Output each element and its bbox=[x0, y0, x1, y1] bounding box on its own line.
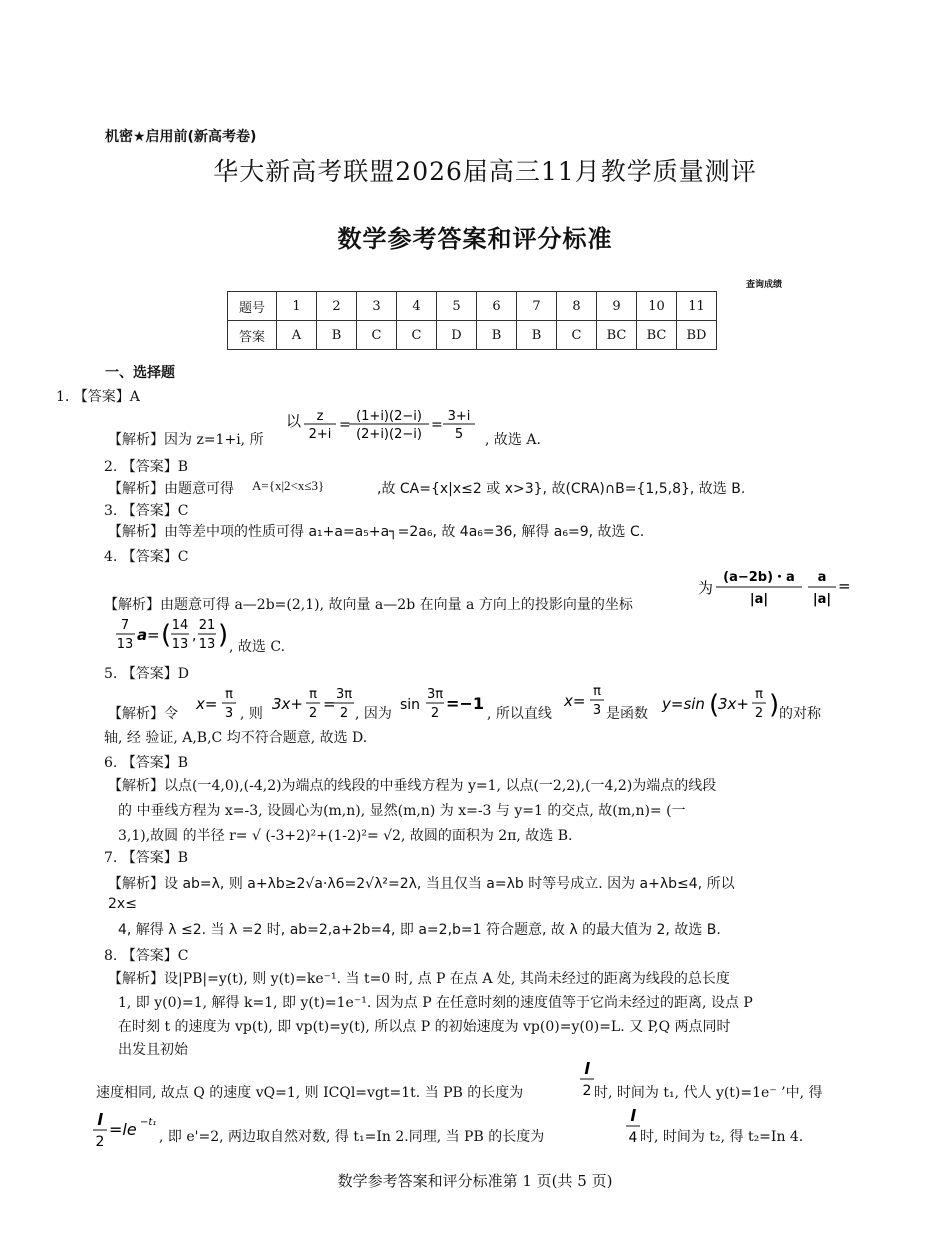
q5-sin-two: 2 bbox=[430, 706, 440, 721]
query-score-link[interactable]: 查询成绩 bbox=[746, 280, 783, 290]
q5-line-formula bbox=[564, 680, 610, 720]
answer-cell: BC bbox=[597, 321, 637, 350]
answer-cell: C bbox=[397, 321, 437, 350]
q5-fn-3x: 3x+ bbox=[718, 695, 749, 713]
q5-text-shi: 是函数 bbox=[606, 706, 648, 722]
q5-three: 3 bbox=[224, 706, 234, 721]
q4-proj-den: |a| bbox=[749, 592, 769, 607]
question-number-cell: 6 bbox=[477, 292, 517, 321]
q5-y-eq-sin: y=sin bbox=[662, 695, 705, 713]
q1-frac3-den: 5 bbox=[454, 427, 464, 442]
q8-frac4-l: l bbox=[630, 1106, 636, 1125]
q4-unit-num: a bbox=[817, 570, 827, 585]
q5-open: ( bbox=[709, 690, 720, 720]
q2-answer: 2. 【答案】B bbox=[104, 459, 189, 475]
q4-comp-sep: , bbox=[192, 628, 197, 644]
q1-answer: 1. 【答案】A bbox=[56, 389, 140, 405]
q1-solution-text: 【解析】因为 z=1+i, 所 bbox=[108, 432, 264, 448]
q7-solution-line: 2x≤ bbox=[108, 896, 137, 912]
q5-sin: sin bbox=[400, 697, 421, 713]
q4-vec-a: a bbox=[137, 626, 148, 644]
q3-solution-text: 【解析】由等差中项的性质可得 a₁+a=a₅+a┐=2a₆, 故 4a₆=36, 解得 a₆=9, 故选 C. bbox=[108, 524, 645, 540]
q5-line-pi: π bbox=[593, 684, 601, 699]
q8-solution-line: 时, 时间为 t₁, 代人 y(t)=1e⁻ ’中, 得 bbox=[594, 1085, 823, 1101]
q5-text-yinwei: , 因为 bbox=[355, 706, 392, 722]
answer-cell: C bbox=[557, 321, 597, 350]
q1-eq-2: = bbox=[431, 417, 443, 433]
q5-x-formula bbox=[196, 683, 242, 723]
q6-solution-line: 的 中垂线方程为 x=-3, 设圆心为(m,n), 显然(m,n) 为 x=-3 与 y=1 的交点, 故(m,n)= (一 bbox=[118, 803, 686, 819]
answer-cell: BC bbox=[637, 321, 677, 350]
q5-line-x-eq: x= bbox=[564, 692, 586, 710]
q1-fraction-formula bbox=[286, 404, 491, 444]
q5-eq: = bbox=[323, 695, 336, 713]
q5-sin-3pi: 3π bbox=[426, 687, 444, 702]
q8-frac-4: 4 bbox=[628, 1130, 638, 1146]
q4-eq: = bbox=[838, 577, 851, 595]
q1-solution-end: , 故选 A. bbox=[485, 432, 541, 448]
q8-eq-exp: −t₁ bbox=[140, 1117, 157, 1128]
q4-vec-open: ( bbox=[161, 620, 172, 650]
question-number-cell: 2 bbox=[317, 292, 357, 321]
q4-answer: 4. 【答案】C bbox=[104, 549, 189, 565]
q8-solution-line: 1, 即 y(0)=1, 解得 k=1, 即 y(t)=1e⁻¹. 因为点 P 在任意时刻的速度值等于它尚未经过的距离, 设点 P bbox=[118, 995, 753, 1011]
q7-solution-line: 4, 解得 λ ≤2. 当 λ =2 时, ab=2,a+2b=4, 即 a=2,b=1 符合题意, 故 λ 的最大值为 2, 故选 B. bbox=[118, 922, 721, 938]
question-number-cell: 7 bbox=[517, 292, 557, 321]
question-number-cell: 4 bbox=[397, 292, 437, 321]
q5-text-ling: 【解析】令 bbox=[108, 706, 178, 722]
answer-cell: B bbox=[317, 321, 357, 350]
question-number-cell: 8 bbox=[557, 292, 597, 321]
q5-two-2: 2 bbox=[339, 706, 349, 721]
q8-solution-line: 出发且初始 bbox=[118, 1042, 188, 1058]
q5-two: 2 bbox=[308, 706, 318, 721]
answer-cell: D bbox=[437, 321, 477, 350]
q7-solution-line: 【解析】设 ab=λ, 则 a+λb≥2√a·λ6=2√λ²=2λ, 当且仅当 a=λb 时等号成立. 因为 a+λb≤4, 所以 bbox=[108, 876, 735, 892]
answer-cell: A bbox=[277, 321, 317, 350]
q5-text-de: 的对称 bbox=[779, 706, 821, 722]
q5-eq-minus1: =−1 bbox=[446, 694, 484, 713]
q6-solution-line: 【解析】以点(一4,0),(-4,2)为端点的线段的中垂线方程为 y=1, 以点(一2,2),(一4,2)为端点的线段 bbox=[108, 778, 717, 794]
q5-x-eq: x= bbox=[196, 695, 218, 713]
q1-math-prefix: 以 bbox=[286, 412, 302, 430]
section-title: 一、选择题 bbox=[105, 365, 175, 381]
q4-unit-den: |a| bbox=[812, 592, 832, 607]
q4-projection-formula bbox=[698, 565, 850, 611]
question-number-cell: 1 bbox=[277, 292, 317, 321]
question-number-cell: 5 bbox=[437, 292, 477, 321]
q8-solution-line: 在时刻 t 的速度为 vp(t), 即 vp(t)=y(t), 所以点 P 的初始速度为 vp(0)=y(0)=L. 又 P,Q 两点同时 bbox=[118, 1019, 731, 1035]
q4-comp2-den: 13 bbox=[198, 637, 216, 652]
question-number-cell: 9 bbox=[597, 292, 637, 321]
q5-solution-end: 轴, 经 验证, A,B,C 均不符合题意, 故选 D. bbox=[104, 730, 368, 746]
q5-sin-formula bbox=[400, 683, 492, 723]
document-subtitle: 数学参考答案和评分标准 bbox=[337, 225, 613, 253]
question-number-cell: 11 bbox=[677, 292, 717, 321]
q4-result-eq: = bbox=[147, 626, 160, 644]
answer-cell: C bbox=[357, 321, 397, 350]
answer-cell: B bbox=[477, 321, 517, 350]
q5-fn-pi: π bbox=[755, 687, 763, 702]
table-row bbox=[228, 321, 717, 350]
q4-result-formula bbox=[116, 614, 231, 654]
q5-function-formula bbox=[662, 683, 780, 725]
q1-eq: = bbox=[339, 417, 351, 433]
q2-solution-end: ,故 CA={x|x≤2 或 x>3}, 故(CRA)∩B={1,5,8}, 故选 B. bbox=[377, 481, 746, 497]
q4-coef-den: 13 bbox=[116, 637, 134, 652]
q7-answer: 7. 【答案】B bbox=[104, 850, 189, 866]
q8-eq-2: 2 bbox=[95, 1134, 105, 1150]
q5-answer: 5. 【答案】D bbox=[104, 666, 190, 682]
q8-eq-l: l bbox=[97, 1110, 103, 1129]
q8-solution-line: 【解析】设|PB|=y(t), 则 y(t)=ke⁻¹. 当 t=0 时, 点 P 在点 A 处, 其尚未经过的距离为线段的总长度 bbox=[108, 971, 730, 987]
q5-3pi: 3π bbox=[335, 687, 353, 702]
q1-frac2-num: (1+i)(2−i) bbox=[356, 409, 422, 424]
q5-3x: 3x+ bbox=[272, 695, 303, 713]
q4-solution-end: , 故选 C. bbox=[229, 639, 286, 655]
q5-sum-formula bbox=[272, 683, 364, 723]
q6-answer: 6. 【答案】B bbox=[104, 755, 189, 771]
table-row bbox=[228, 292, 717, 321]
q1-frac2-den: (2+i)(2−i) bbox=[356, 427, 422, 442]
q8-solution-line: 时, 时间为 t₂, 得 t₂=In 4. bbox=[640, 1129, 804, 1145]
q4-coef-num: 7 bbox=[120, 618, 130, 633]
q4-comp1-num: 14 bbox=[171, 618, 189, 633]
q3-answer: 3. 【答案】C bbox=[104, 503, 189, 519]
q4-wei: 为 bbox=[698, 579, 714, 597]
q4-proj-num: (a−2b)・a bbox=[723, 570, 795, 585]
q8-solution-line: , 即 e'=2, 两边取自然对数, 得 t₁=In 2.同理, 当 PB 的长度为 bbox=[159, 1129, 545, 1145]
q4-comp1-den: 13 bbox=[171, 637, 189, 652]
question-number-cell: 3 bbox=[357, 292, 397, 321]
q4-vec-close: ) bbox=[218, 620, 229, 650]
q2-solution-text: 【解析】由题意可得 bbox=[108, 481, 234, 497]
q8-frac-l: l bbox=[584, 1059, 590, 1078]
q5-pi: π bbox=[225, 687, 233, 702]
question-number-cell: 10 bbox=[637, 292, 677, 321]
q1-frac1-num: z bbox=[316, 409, 324, 424]
q8-answer: 8. 【答案】C bbox=[104, 948, 189, 964]
q4-comp2-num: 21 bbox=[198, 618, 216, 633]
q5-text-suoyi: , 所以直线 bbox=[487, 706, 552, 722]
answer-cell: BD bbox=[677, 321, 717, 350]
q8-equation-formula bbox=[91, 1108, 161, 1152]
q5-close: ) bbox=[769, 690, 780, 720]
q4-solution-text: 【解析】由题意可得 a—2b=(2,1), 故向量 a—2b 在向量 a 方向上的投影向量的坐标 bbox=[104, 597, 633, 613]
q5-text-ze: , 则 bbox=[240, 706, 263, 722]
table-header-cell: 答案 bbox=[228, 321, 277, 350]
document-title: 华大新高考联盟2026届高三11月教学质量测评 bbox=[213, 157, 757, 186]
q5-pi-2: π bbox=[309, 687, 317, 702]
q1-frac1-den: 2+i bbox=[308, 427, 332, 442]
q5-fn-two: 2 bbox=[754, 706, 764, 721]
table-header-cell: 题号 bbox=[228, 292, 277, 321]
q6-solution-line: 3,1),故圆 的半径 r= √ (-3+2)²+(1-2)²= √2, 故圆的面积为 2π, 故选 B. bbox=[118, 828, 573, 844]
q5-line-three: 3 bbox=[592, 703, 602, 718]
q2-set-a: A={x|2<x≤3} bbox=[252, 478, 325, 493]
answer-table bbox=[227, 291, 717, 350]
answer-cell: B bbox=[517, 321, 557, 350]
page-footer: 数学参考答案和评分标准第 1 页(共 5 页) bbox=[337, 1172, 613, 1190]
confidential-label: 机密★启用前(新高考卷) bbox=[105, 129, 257, 145]
q8-frac-2: 2 bbox=[582, 1083, 592, 1099]
q1-frac3-num: 3+i bbox=[447, 409, 471, 424]
q8-solution-line: 速度相同, 故点 Q 的速度 vQ=1, 则 ICQl=vgt=1t. 当 PB 的长度为 bbox=[96, 1085, 524, 1101]
q8-eq-le: =le bbox=[109, 1120, 137, 1139]
